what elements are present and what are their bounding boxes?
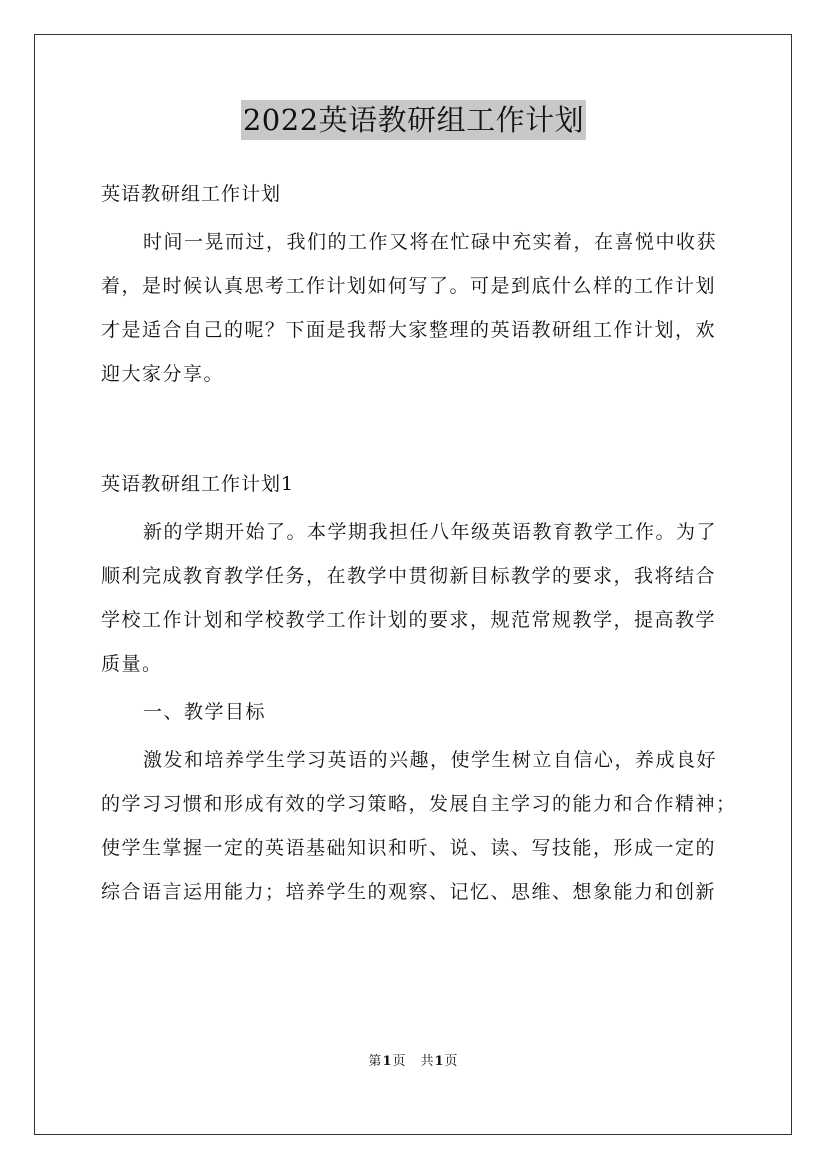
page-mid: 页 共: [392, 1054, 435, 1069]
subtitle: 英语教研组工作计划: [101, 183, 282, 205]
title-area: [0, 100, 827, 140]
intro-line: 着，是时候认真思考工作计划如何写了。可是到底什么样的工作计划: [101, 275, 717, 297]
section-paragraph: [101, 510, 727, 686]
goal-line: 激发和培养学生学习英语的兴趣，使学生树立自信心，养成良好: [143, 749, 718, 771]
page-suffix: 页: [444, 1054, 459, 1069]
page-current: 1: [382, 1054, 393, 1069]
section-line: 学校工作计划和学校教学工作计划的要求，规范常规教学，提高教学: [101, 609, 717, 631]
document-title: 2022英语教研组工作计划: [241, 100, 586, 140]
intro-line: 迎大家分享。: [101, 363, 225, 385]
intro-line: 才是适合自己的呢？下面是我帮大家整理的英语教研组工作计划，欢: [101, 319, 717, 341]
goal-line: 综合语言运用能力；培养学生的观察、记忆、思维、想象能力和创新: [101, 881, 717, 903]
section-line: 新的学期开始了。本学期我担任八年级英语教育教学工作。为了: [143, 521, 718, 543]
intro-paragraph: [101, 220, 727, 396]
document-body: [101, 172, 737, 914]
goal-line: 的学习习惯和形成有效的学习策略，发展自主学习的能力和合作精神；: [101, 793, 737, 815]
subheading-block: [101, 690, 727, 734]
section-line: 质量。: [101, 653, 163, 675]
paragraph-gap: [101, 396, 727, 462]
goal-paragraph: [101, 738, 737, 914]
subheading: 一、教学目标: [143, 701, 267, 723]
page-footer: [0, 1052, 827, 1072]
page-total: 1: [434, 1054, 445, 1069]
intro-line: 时间一晃而过，我们的工作又将在忙碌中充实着，在喜悦中收获: [143, 231, 718, 253]
section-heading: 英语教研组工作计划1: [101, 473, 295, 495]
section-line: 顺利完成教育教学任务，在教学中贯彻新目标教学的要求，我将结合: [101, 565, 717, 587]
page-prefix: 第: [368, 1054, 383, 1069]
goal-line: 使学生掌握一定的英语基础知识和听、说、读、写技能，形成一定的: [101, 837, 717, 859]
